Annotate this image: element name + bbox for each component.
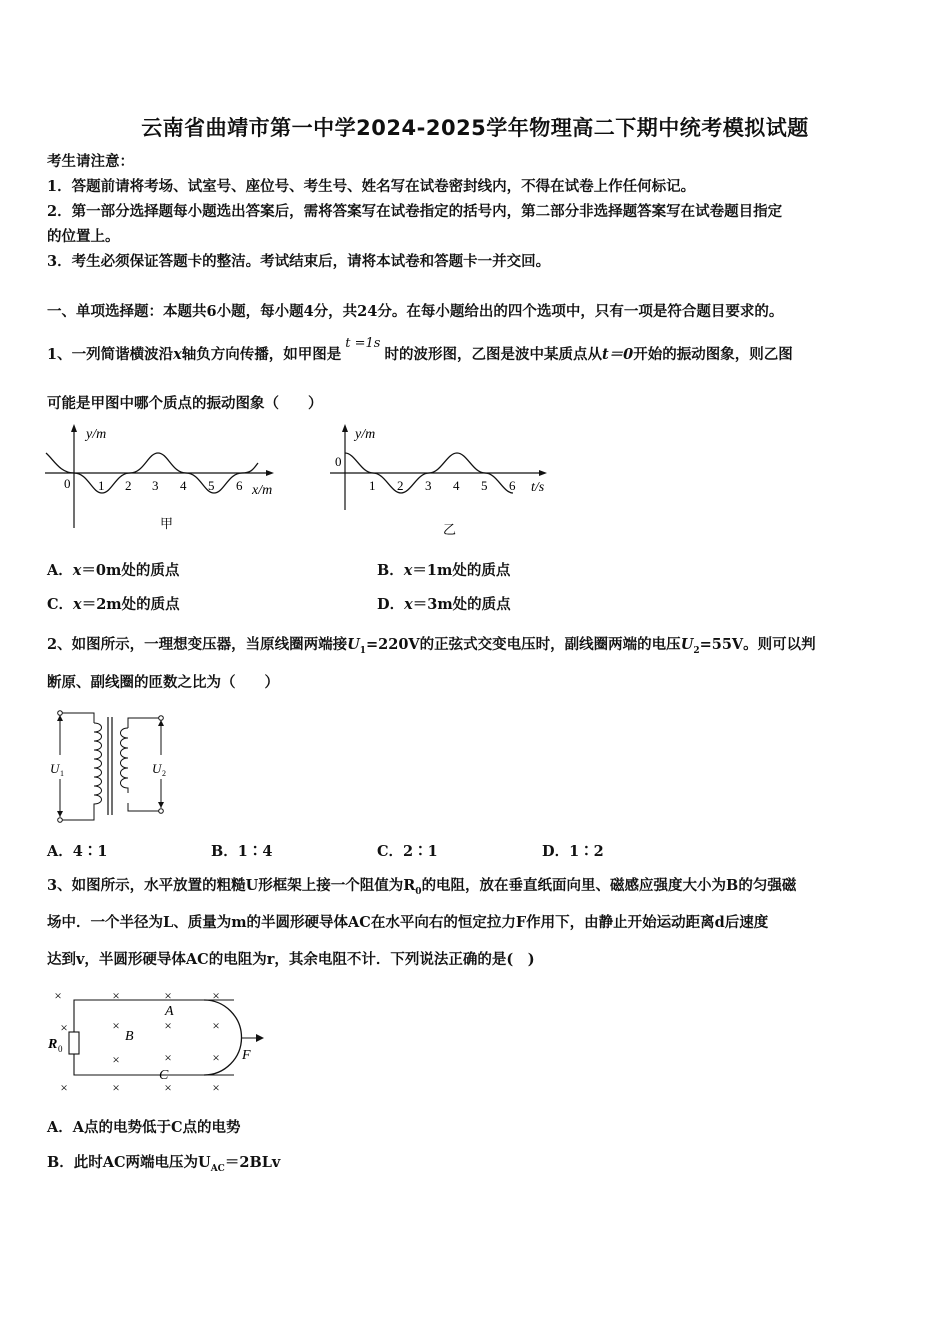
q3-stem-line1: 3、如图所示，水平放置的粗糙U形框架上接一个阻值为$R_0$的电阻，放在垂直纸面向里、磁感应强度大小为B的匀强磁 bbox=[47, 877, 797, 897]
secondary-wire bbox=[128, 803, 159, 811]
q1-option-c: C．x＝2m处的质点 bbox=[47, 596, 180, 613]
secondary-wire bbox=[128, 718, 159, 728]
q2-stem-line2: 断原、副线圈的匝数之比为（ ） bbox=[47, 674, 279, 691]
figure-caption: 甲 bbox=[160, 516, 174, 531]
y-axis-arrow bbox=[71, 424, 77, 432]
tick-label: 5 bbox=[208, 478, 215, 493]
c-label: C bbox=[159, 1068, 169, 1083]
tick-label: 3 bbox=[152, 478, 159, 493]
q2-option-b: B．1∶4 bbox=[211, 843, 273, 860]
figure-caption: 乙 bbox=[443, 522, 457, 537]
tick-label: 1 bbox=[98, 478, 105, 493]
q2-option-d: D．1∶2 bbox=[542, 843, 604, 860]
u2-label: U bbox=[152, 761, 162, 776]
field-mark: × bbox=[112, 1052, 120, 1067]
terminal bbox=[58, 818, 63, 823]
field-mark: × bbox=[212, 1050, 220, 1065]
q3-option-b: B．此时AC两端电压为$U_{AC}=2BLv$ bbox=[47, 1154, 281, 1174]
primary-coil bbox=[94, 723, 102, 809]
q2-stem-line1: 2、如图所示，一理想变压器，当原线圈两端接$U_1=220V$的正弦式交变电压时，副线圈两端的电压$U_2=55V$。则可以判 bbox=[47, 636, 816, 656]
wave-graph-jia bbox=[40, 420, 290, 540]
primary-wire bbox=[62, 809, 94, 820]
y-label: y/m bbox=[355, 427, 376, 442]
terminal bbox=[159, 809, 164, 814]
q3-stem-line3: 达到v，半圆形硬导体AC的电阻为r，其余电阻不计．下列说法正确的是( ) bbox=[47, 951, 535, 968]
tick-label: 3 bbox=[425, 478, 432, 493]
tick-label: 4 bbox=[180, 478, 187, 493]
field-mark: × bbox=[212, 1018, 220, 1033]
field-mark: × bbox=[112, 1080, 120, 1095]
tick-label: 0 bbox=[335, 454, 342, 469]
field-mark: × bbox=[164, 1050, 172, 1065]
t-label: t/s bbox=[531, 480, 545, 495]
f-label: F bbox=[242, 1048, 251, 1063]
tick-label: 2 bbox=[125, 478, 132, 493]
q1-option-d: D．x＝3m处的质点 bbox=[377, 596, 511, 613]
field-mark: × bbox=[60, 1020, 68, 1035]
u-frame-diagram bbox=[44, 982, 264, 1097]
frame-rail bbox=[74, 1054, 234, 1075]
field-mark: × bbox=[112, 1018, 120, 1033]
vibration-graph-yi bbox=[325, 420, 565, 542]
b-label: B bbox=[125, 1029, 134, 1044]
field-mark: × bbox=[54, 988, 62, 1003]
field-mark: × bbox=[112, 988, 120, 1003]
field-mark: × bbox=[164, 988, 172, 1003]
y-label: y/m bbox=[86, 427, 107, 442]
tick-label: 0 bbox=[64, 476, 71, 491]
svg-text:0: 0 bbox=[58, 1044, 63, 1054]
transformer-diagram bbox=[44, 703, 174, 828]
q3-option-a: A．A点的电势低于C点的电势 bbox=[47, 1119, 241, 1136]
q2-option-c: C．2∶1 bbox=[377, 843, 438, 860]
notice-item: 3．考生必须保证答题卡的整洁。考试结束后，请将本试卷和答题卡一并交回。 bbox=[47, 253, 551, 270]
x-label: x/m bbox=[252, 483, 273, 498]
tick-label: 2 bbox=[397, 478, 404, 493]
q1-option-b: B．x＝1m处的质点 bbox=[377, 562, 511, 579]
tick-label: 6 bbox=[236, 478, 243, 493]
t-axis-arrow bbox=[539, 470, 547, 476]
time-equation: t =1s bbox=[345, 336, 381, 351]
field-mark: × bbox=[60, 1080, 68, 1095]
tick-label: 1 bbox=[369, 478, 376, 493]
notice-item: 的位置上。 bbox=[47, 228, 120, 245]
q3-stem-line2: 场中．一个半径为L、质量为m的半圆形硬导体AC在水平向右的恒定拉力F作用下，由静止开始运动距离d后速度 bbox=[47, 914, 769, 931]
q2-option-a: A．4∶1 bbox=[47, 843, 108, 860]
field-mark: × bbox=[212, 988, 220, 1003]
terminal bbox=[159, 716, 164, 721]
notice-item: 1．答题前请将考场、试室号、座位号、考生号、姓名写在试卷密封线内，不得在试卷上作任何标记。 bbox=[47, 178, 696, 195]
y-axis-arrow bbox=[342, 424, 348, 432]
resistor bbox=[69, 1032, 79, 1054]
u1-label: U bbox=[50, 761, 60, 776]
svg-text:1: 1 bbox=[60, 769, 64, 778]
semicircle-conductor bbox=[204, 1000, 242, 1075]
frame-rail bbox=[74, 1000, 234, 1032]
notice-item: 2．第一部分选择题每小题选出答案后，需将答案写在试卷指定的括号内，第二部分非选择题答案写在试卷题目指定 bbox=[47, 203, 783, 220]
svg-text:2: 2 bbox=[162, 769, 166, 778]
page-title: 云南省曲靖市第一中学2024-2025学年物理高二下期中统考模拟试题 bbox=[141, 116, 809, 140]
primary-wire bbox=[62, 713, 94, 723]
r0-label: R bbox=[48, 1037, 58, 1052]
field-mark: × bbox=[164, 1080, 172, 1095]
q1-stem-line2: 可能是甲图中哪个质点的振动图象（ ） bbox=[47, 395, 323, 412]
tick-label: 5 bbox=[481, 478, 488, 493]
terminal bbox=[58, 711, 63, 716]
tick-label: 4 bbox=[453, 478, 460, 493]
field-mark: × bbox=[212, 1080, 220, 1095]
q1-option-a: A．x＝0m处的质点 bbox=[47, 562, 180, 579]
notice-heading: 考生请注意： bbox=[47, 153, 134, 170]
a-label: A bbox=[165, 1004, 174, 1019]
section-heading: 一、单项选择题：本题共6小题，每小题4分，共24分。在每小题给出的四个选项中，只有一项是符合题目要求的。 bbox=[47, 303, 784, 320]
tick-label: 6 bbox=[509, 478, 516, 493]
secondary-coil bbox=[121, 728, 129, 793]
x-axis-arrow bbox=[266, 470, 274, 476]
q1-stem-line1: 1、一列简谐横波沿x轴负方向传播，如甲图是t =1s时的波形图，乙图是波中某质点从t＝0开始的振动图象，则乙图 bbox=[47, 336, 793, 363]
field-mark: × bbox=[164, 1018, 172, 1033]
